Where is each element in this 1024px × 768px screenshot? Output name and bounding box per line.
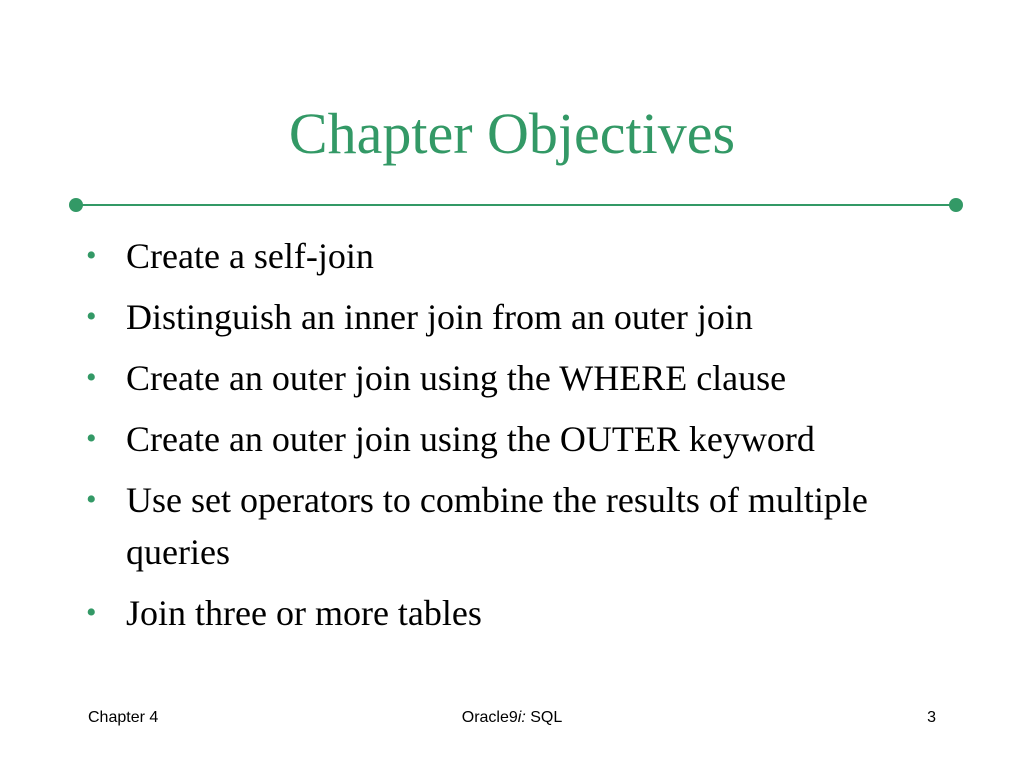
- footer-chapter: Chapter 4: [88, 709, 159, 726]
- objective-text: Distinguish an inner join from an outer join: [126, 297, 753, 337]
- title-divider: [76, 204, 956, 206]
- page-number: 3: [927, 709, 936, 726]
- bullet-icon: •: [86, 596, 97, 629]
- objective-text: Use set operators to combine the results of multiple queries: [126, 480, 868, 572]
- bullet-icon: •: [86, 422, 97, 455]
- list-item: [86, 474, 946, 578]
- bullet-icon: •: [86, 300, 97, 333]
- list-item: [86, 352, 946, 404]
- list-item: [86, 413, 946, 465]
- objective-text: Create an outer join using the WHERE clause: [126, 358, 787, 398]
- footer-course-prefix: Oracle9: [461, 709, 518, 726]
- list-item: [86, 230, 946, 282]
- bullet-icon: •: [86, 239, 97, 272]
- list-item: [86, 587, 946, 639]
- objective-text: Create a self-join: [126, 236, 374, 276]
- footer-course-title: [0, 706, 1024, 730]
- slide-title: Chapter Objectives: [288, 101, 736, 166]
- footer-course-suffix: SQL: [525, 709, 563, 726]
- objective-text: Join three or more tables: [126, 593, 482, 633]
- bullet-icon: •: [86, 483, 97, 516]
- footer-course-italic: i:: [517, 709, 526, 726]
- rule-right-dot: [949, 198, 963, 212]
- list-item: [86, 291, 946, 343]
- objectives-list: [86, 230, 946, 648]
- bullet-icon: •: [86, 361, 97, 394]
- objective-text: Create an outer join using the OUTER keyword: [126, 419, 815, 459]
